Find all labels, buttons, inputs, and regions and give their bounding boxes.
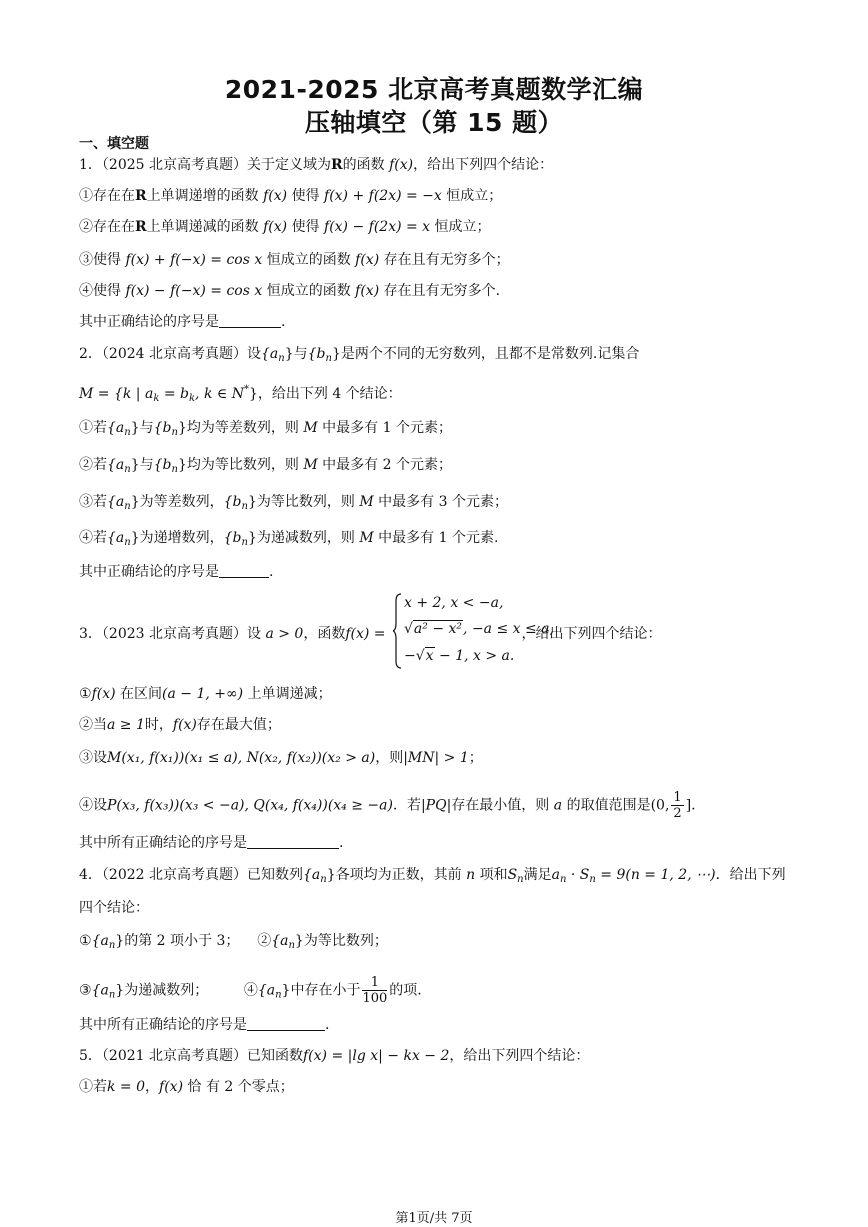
q1-option-3: ③使得 f(x) + f(−x) = cos x 恒成立的函数 f(x) 存在且有无穷多个； xyxy=(79,252,510,268)
q2-stem: 2．（2024 北京高考真题）设$\{a_n\}$与$\{b_n\}$是两个不同的无穷数列，且都不是常数列.记集合 xyxy=(79,346,640,364)
q3-option-1: ①f(x) 在区间(a − 1, +∞) 上单调递减； xyxy=(79,686,332,702)
piecewise-case-1: x + 2, x < −a, xyxy=(404,595,504,611)
q2-set-definition: M = {k | $a_k = b_k$, k ∈ N*}，给出下列 4 个结论： xyxy=(79,384,402,404)
q3-option-4: ④设P(x₃, f(x₃))(x₃ < −a), Q(x₄, f(x₄))(x₄ ≥ −a)．若|PQ|存在最小值，则 a 的取值范围是(0, $\frac{1}{2}$ ]. xyxy=(79,790,696,821)
piecewise-case-3: −√x − 1, x > a. xyxy=(404,648,515,664)
q4-options-3-4: $③\{a_n\}$为递减数列； $④\{a_n\}$中存在小于 $\frac{1}{100}$ 的项. xyxy=(79,975,422,1006)
q1-option-1: ①存在在R上单调递增的函数 f(x) 使得 f(x) + f(2x) = −x 恒成立； xyxy=(79,188,503,204)
q4-answer-blank[interactable] xyxy=(247,1016,325,1031)
q4-options-1-2: $①\{a_n\}$的第 2 项小于 3； $②\{a_n\}$为等比数列； xyxy=(79,933,388,951)
q2-option-2: ②若$\{a_n\}$与$\{b_n\}$均为等比数列，则 M 中最多有 2 个元素； xyxy=(79,457,452,475)
page-number: 第1页/共 7页 xyxy=(395,1211,473,1226)
q4-stem: 4．（2022 北京高考真题）已知数列$\{a_n\}$各项均为正数，其前 n 项和$S_n$满足$a_n \cdot S_n = 9(n = 1$, 2, ⋯)．给出下列 xyxy=(79,867,786,885)
piecewise-case-2: √a² − x², −a ≤ x ≤ a, xyxy=(404,621,554,637)
q4-stem-cont: 四个结论： xyxy=(79,900,149,916)
q1-stem: 1．（2025 北京高考真题）关于定义域为R的函数 f(x)，给出下列四个结论： xyxy=(79,157,554,173)
q3-answer-blank[interactable] xyxy=(247,834,339,849)
q3-stem: 3．（2023 北京高考真题）设 a > 0，函数f(x) = ，给出下列四个结论： xyxy=(79,626,662,642)
q2-answer-blank[interactable] xyxy=(219,563,269,578)
q2-option-4: ④若$\{a_n\}$为递增数列，$\{b_n\}$为递减数列，则 M 中最多有 1 个元素. xyxy=(79,530,499,548)
q1-option-2: ②存在在R上单调递减的函数 f(x) 使得 f(x) − f(2x) = x 恒成立； xyxy=(79,219,491,235)
q1-question: 其中正确结论的序号是 . xyxy=(79,314,286,330)
piecewise-brace xyxy=(393,593,403,669)
q1-option-4: ④使得 f(x) − f(−x) = cos x 恒成立的函数 f(x) 存在且有无穷多个. xyxy=(79,283,501,299)
q3-question: 其中所有正确结论的序号是 . xyxy=(79,835,344,851)
q5-stem: 5．（2021 北京高考真题）已知函数f(x) = |lg x| − kx − 2，给出下列四个结论： xyxy=(79,1048,590,1064)
page-title: 2021-2025 北京高考真题数学汇编 xyxy=(224,75,644,104)
q2-question: 其中正确结论的序号是 . xyxy=(79,564,274,580)
q2-option-3: ③若$\{a_n\}$为等差数列，$\{b_n\}$为等比数列，则 M 中最多有 3 个元素； xyxy=(79,494,508,512)
q2-option-1: ①若$\{a_n\}$与$\{b_n\}$均为等差数列，则 M 中最多有 1 个元素； xyxy=(79,420,452,438)
page-subtitle: 压轴填空（第 15 题） xyxy=(304,108,564,137)
q3-option-3: ③设M(x₁, f(x₁))(x₁ ≤ a), N(x₂, f(x₂))(x₂ > a)，则|MN| > 1； xyxy=(79,750,483,766)
q5-option-1: ①若k = 0，f(x) 恰 有 2 个零点； xyxy=(79,1079,294,1095)
q4-question: 其中所有正确结论的序号是 . xyxy=(79,1017,330,1033)
q3-option-2: ②当a ≥ 1时，f(x)存在最大值； xyxy=(79,717,281,733)
q1-answer-blank[interactable] xyxy=(219,313,281,328)
section-heading: 一、填空题 xyxy=(79,136,149,152)
